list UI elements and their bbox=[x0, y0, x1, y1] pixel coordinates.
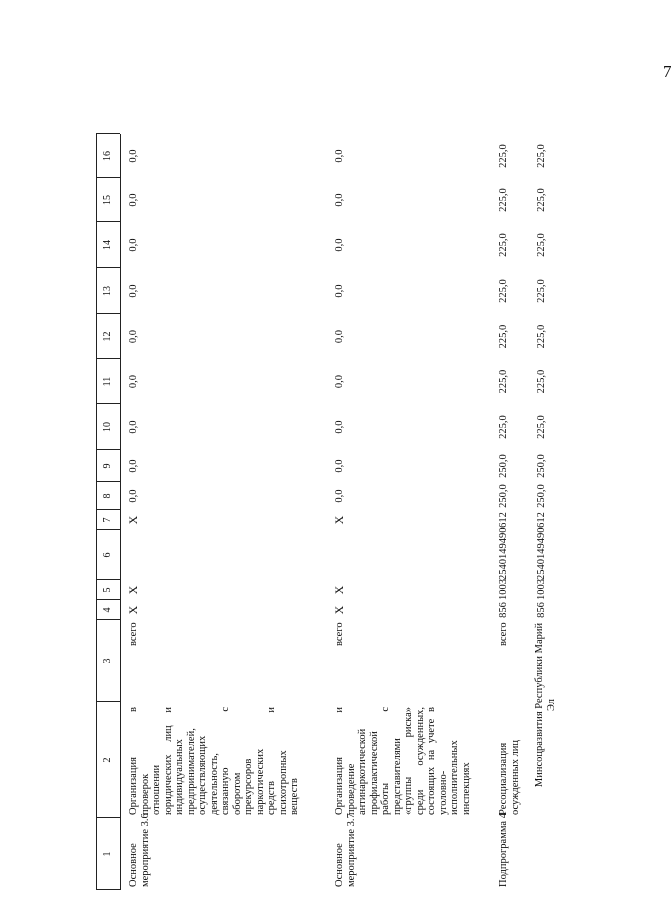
row-2-rzpr: 1003 bbox=[498, 579, 509, 600]
row-1-description-line: проведение bbox=[345, 763, 357, 815]
row-0-description-line: предпринимателей, bbox=[185, 728, 197, 815]
column-header-12: 12 bbox=[102, 331, 113, 342]
row-2-value: 225,0 bbox=[498, 369, 509, 394]
row-0-value: 0,0 bbox=[128, 284, 139, 298]
row-1-description-line: инспекциях bbox=[460, 762, 472, 815]
row-1-value: 0,0 bbox=[334, 329, 345, 344]
row-3-value: 225,0 bbox=[536, 369, 547, 394]
row-0-value: 0,0 bbox=[128, 149, 139, 163]
row-2-description-line: осужденных лиц bbox=[509, 739, 521, 815]
row-1-description-line: антинаркотической bbox=[357, 728, 368, 815]
column-header-11: 11 bbox=[102, 376, 113, 387]
row-3-value: 225,0 bbox=[536, 233, 547, 257]
row-0-description-line: наркотических bbox=[254, 748, 266, 815]
row-0-description-line: проверок bbox=[139, 773, 151, 815]
row-3-value: 225,0 bbox=[536, 279, 547, 303]
header-bottom-rule bbox=[120, 134, 121, 890]
row-3-csr: 2540149490 bbox=[536, 527, 547, 580]
row-0-description-line: осуществляющих bbox=[197, 735, 208, 815]
row-3-value: 225,0 bbox=[536, 144, 547, 168]
row-3-value: 250,0 bbox=[536, 484, 547, 508]
row-1-vr: Х bbox=[332, 515, 346, 525]
row-3-value: 225,0 bbox=[536, 188, 547, 212]
row-3-value: 225,0 bbox=[536, 324, 547, 349]
row-0-description-line: деятельность, bbox=[208, 753, 220, 815]
row-2-grbs: 856 bbox=[498, 602, 509, 618]
row-2-value: 225,0 bbox=[498, 144, 509, 168]
row-1-value: 0,0 bbox=[334, 489, 345, 503]
row-1-description-line: работы с bbox=[380, 707, 391, 815]
column-header-14: 14 bbox=[102, 240, 113, 250]
column-header-16: 16 bbox=[102, 151, 113, 161]
row-0-description-line: юридических лиц и bbox=[162, 707, 174, 815]
row-1-description-line: среди осужденных, bbox=[414, 707, 426, 815]
row-1-value: 0,0 bbox=[334, 459, 345, 473]
row-0-value: 0,0 bbox=[128, 459, 139, 473]
row-0-value: 0,0 bbox=[128, 238, 139, 252]
page-number: 7 bbox=[663, 62, 672, 81]
row-0-description-line: веществ bbox=[289, 778, 300, 815]
row-1-executor: всего bbox=[334, 622, 345, 646]
row-2-description-line: Ресоциализация bbox=[498, 742, 509, 815]
row-1-rzpr: Х bbox=[332, 585, 346, 595]
row-0-value: 0,0 bbox=[128, 489, 139, 503]
column-header-8: 8 bbox=[102, 493, 113, 499]
row-1-value: 0,0 bbox=[334, 284, 345, 298]
row-0-description-line: психотропных bbox=[277, 750, 289, 815]
row-0-grbs: Х bbox=[126, 605, 140, 615]
row-0-value: 0,0 bbox=[128, 193, 139, 207]
column-header-5: 5 bbox=[102, 587, 113, 593]
row-0-value: 0,0 bbox=[128, 420, 139, 434]
header-top-rule bbox=[96, 134, 97, 890]
row-1-grbs: Х bbox=[332, 605, 346, 615]
row-2-value: 225,0 bbox=[498, 233, 509, 257]
column-header-1: 1 bbox=[102, 851, 113, 857]
row-0-description bbox=[128, 707, 301, 815]
row-2-value: 225,0 bbox=[498, 415, 509, 439]
row-0-description-line: связанную с bbox=[220, 707, 231, 815]
row-2-vr: 612 bbox=[498, 512, 509, 528]
row-1-description-line: представителями bbox=[391, 738, 403, 815]
column-header-15: 15 bbox=[102, 195, 113, 205]
row-0-description-line: индивидуальных bbox=[174, 739, 185, 815]
row-1-value: 0,0 bbox=[334, 193, 345, 207]
row-1-program-label: Основное bbox=[334, 843, 345, 887]
column-header-4: 4 bbox=[102, 607, 113, 613]
budget-table bbox=[96, 20, 636, 890]
column-header-10: 10 bbox=[102, 422, 113, 432]
column-header-13: 13 bbox=[102, 286, 113, 296]
row-0-executor: всего bbox=[128, 622, 139, 646]
row-0-program-label: Основное bbox=[128, 843, 139, 887]
column-header-3: 3 bbox=[102, 658, 113, 664]
row-0-value: 0,0 bbox=[128, 374, 139, 389]
row-2-csr: 2540149490 bbox=[498, 527, 509, 580]
row-3-grbs: 856 bbox=[536, 602, 547, 618]
row-0-vr: Х bbox=[126, 515, 140, 525]
row-2-value: 250,0 bbox=[498, 454, 509, 478]
column-header-9: 9 bbox=[102, 463, 113, 469]
row-0-description-line: Организация в bbox=[128, 707, 139, 815]
row-1-description bbox=[334, 707, 472, 815]
row-1-value: 0,0 bbox=[334, 238, 345, 252]
row-0-program-label: мероприятие 3.6 bbox=[140, 813, 151, 887]
row-1-description-line: Организация и bbox=[334, 707, 345, 815]
row-3-vr: 612 bbox=[536, 512, 547, 528]
row-1-description-line: «группы риска» bbox=[403, 707, 414, 815]
row-0-rzpr: Х bbox=[126, 585, 140, 595]
row-3-rzpr: 1003 bbox=[536, 579, 547, 600]
row-3-executor: Минсоцразвития Республики Марий Эл bbox=[534, 622, 557, 788]
row-1-program-label: мероприятие 3.7 bbox=[346, 813, 357, 887]
row-1-value: 0,0 bbox=[334, 420, 345, 434]
row-1-description-line: профилактической bbox=[368, 731, 380, 815]
column-header-2: 2 bbox=[102, 757, 113, 763]
row-0-description-line: отношении bbox=[151, 764, 162, 815]
row-2-value: 225,0 bbox=[498, 279, 509, 303]
row-2-description bbox=[498, 707, 521, 815]
row-1-description-line: состоящих на учете в bbox=[426, 707, 437, 815]
row-0-description-line: средств и bbox=[266, 707, 277, 815]
row-1-description-line: исполнительных bbox=[449, 740, 460, 815]
row-1-description-line: уголовно- bbox=[437, 770, 449, 815]
row-1-value: 0,0 bbox=[334, 149, 345, 163]
column-header-6: 6 bbox=[102, 552, 113, 558]
row-3-value: 250,0 bbox=[536, 454, 547, 478]
row-0-value: 0,0 bbox=[128, 329, 139, 344]
row-2-value: 225,0 bbox=[498, 324, 509, 349]
row-0-description-line: оборотом bbox=[231, 772, 243, 815]
column-header-7: 7 bbox=[102, 517, 113, 523]
row-2-program-label: Подпрограмма 4 bbox=[498, 813, 509, 887]
row-0-description-line: прекурсоров bbox=[243, 758, 254, 815]
row-2-executor: всего bbox=[498, 622, 509, 646]
row-1-value: 0,0 bbox=[334, 374, 345, 389]
row-2-value: 225,0 bbox=[498, 188, 509, 212]
row-3-value: 225,0 bbox=[536, 415, 547, 439]
row-2-value: 250,0 bbox=[498, 484, 509, 508]
